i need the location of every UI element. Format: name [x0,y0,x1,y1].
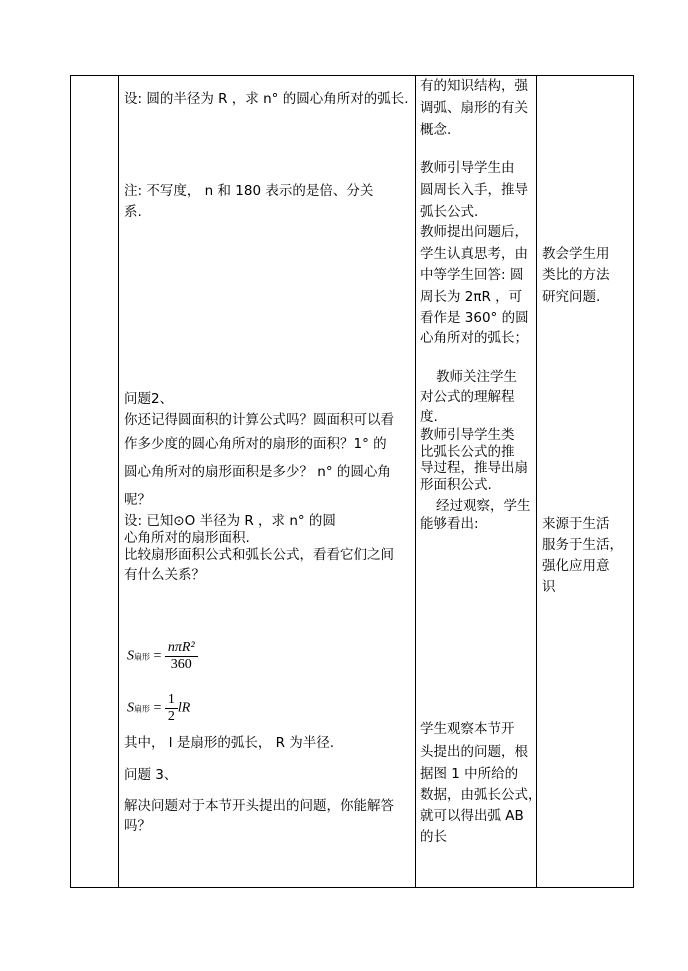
activity-e-line-1: 教师引导学生类 [420,427,515,443]
question2-line-2: 作多少度的圆心角所对的扇形的面积？1° 的 [124,436,387,452]
table-divider-2 [415,75,416,888]
intent-a-line-3: 研究问题. [542,289,601,305]
activity-c-line-3: 中等学生回答: 圆 [420,267,524,283]
activity-g-line-1: 学生观察本节开 [420,721,515,737]
activity-e-line-4: 形面积公式. [420,477,492,493]
activity-g-line-3: 据图 1 中所给的 [420,766,519,782]
activity-g-line-6: 的长 [420,829,447,845]
sector-area-formula-1: S扇形 = $\frac{\text{nπR²}}{360}$ [127,640,198,673]
intent-b-line-2: 服务于生活， [542,537,623,553]
compare-line-2: 有什么关系？ [124,567,205,583]
activity-d-line-3: 度. [420,409,438,425]
question1-setup: 设: 圆的半径为 R ，求 n° 的圆心角所对的弧长. [124,91,409,107]
intent-b-line-4: 识 [542,579,556,595]
activity-f-line-1: 经过观察，学生 [436,498,531,514]
activity-e-line-3: 导过程，推导出扇 [420,460,528,476]
activity-c-line-1: 教师提出问题后， [420,224,528,240]
intent-b-line-1: 来源于生活 [542,516,610,532]
table-divider-1 [118,75,119,888]
activity-e-line-2: 比弧长公式的推 [420,444,515,460]
intent-a-line-2: 类比的方法 [542,267,610,283]
table-border-left [70,75,71,888]
question2-setup-line-1: 设: 已知⊙O 半径为 R ，求 n° 的圆 [124,513,336,529]
table-border-bottom [70,887,634,888]
activity-d-line-2: 对公式的理解程 [420,389,515,405]
activity-g-line-2: 头提出的问题，根 [420,744,528,760]
activity-d-line-1: 教师关注学生 [436,369,517,385]
formula1-fraction: $\frac{\text{nπR²}}{360}$ [165,640,198,673]
activity-b-line-2: 圆周长入手，推导 [420,182,528,198]
activity-f-line-2: 能够看出: [420,516,479,532]
activity-b-line-1: 教师引导学生由 [420,160,515,176]
activity-c-line-6: 心角所对的弧长； [420,330,528,346]
activity-g-line-4: 数据，由弧长公式， [420,787,542,803]
intent-a-line-1: 教会学生用 [542,246,610,262]
activity-a-line-3: 概念. [420,122,452,138]
activity-a-line-2: 调弧、扇形的有关 [420,100,528,116]
table-border-top [70,75,634,76]
table-border-right [633,75,634,888]
activity-b-line-3: 弧长公式. [420,204,479,220]
compare-line-1: 比较扇形面积公式和弧长公式，看看它们之间 [124,547,394,563]
question2-title: 问题2、 [124,391,174,407]
question3-line-2: 吗？ [124,818,151,834]
question2-line-3: 圆心角所对的扇形面积是多少？ n° 的圆心角 [124,464,391,480]
note-line-1: 注: 不写度， n 和 180 表示的是倍、分关 [124,183,374,199]
sector-area-formula-2: S扇形 = $\frac{1}{2}$ lR [127,692,191,724]
activity-g-line-5: 就可以得出弧 AB [420,808,524,824]
question2-setup-line-2: 心角所对的扇形面积. [124,530,250,546]
question3-line-1: 解决问题对于本节开头提出的问题，你能解答 [124,798,394,814]
intent-b-line-3: 强化应用意 [542,558,610,574]
activity-a-line-1: 有的知识结构，强 [420,78,528,94]
where-line: 其中， l 是扇形的弧长， R 为半径. [124,735,335,751]
activity-c-line-4: 周长为 2πR ，可 [420,289,523,305]
formula2-fraction: $\frac{1}{2}$ [165,692,178,725]
activity-c-line-2: 学生认真思考，由 [420,246,528,262]
activity-c-line-5: 看作是 360° 的圆 [420,310,529,326]
note-line-2: 系. [124,204,142,220]
question3-title: 问题 3、 [124,767,178,783]
table-divider-3 [536,75,537,888]
question2-line-1: 你还记得圆面积的计算公式吗？圆面积可以看 [124,412,394,428]
question2-line-4: 呢？ [124,492,151,508]
